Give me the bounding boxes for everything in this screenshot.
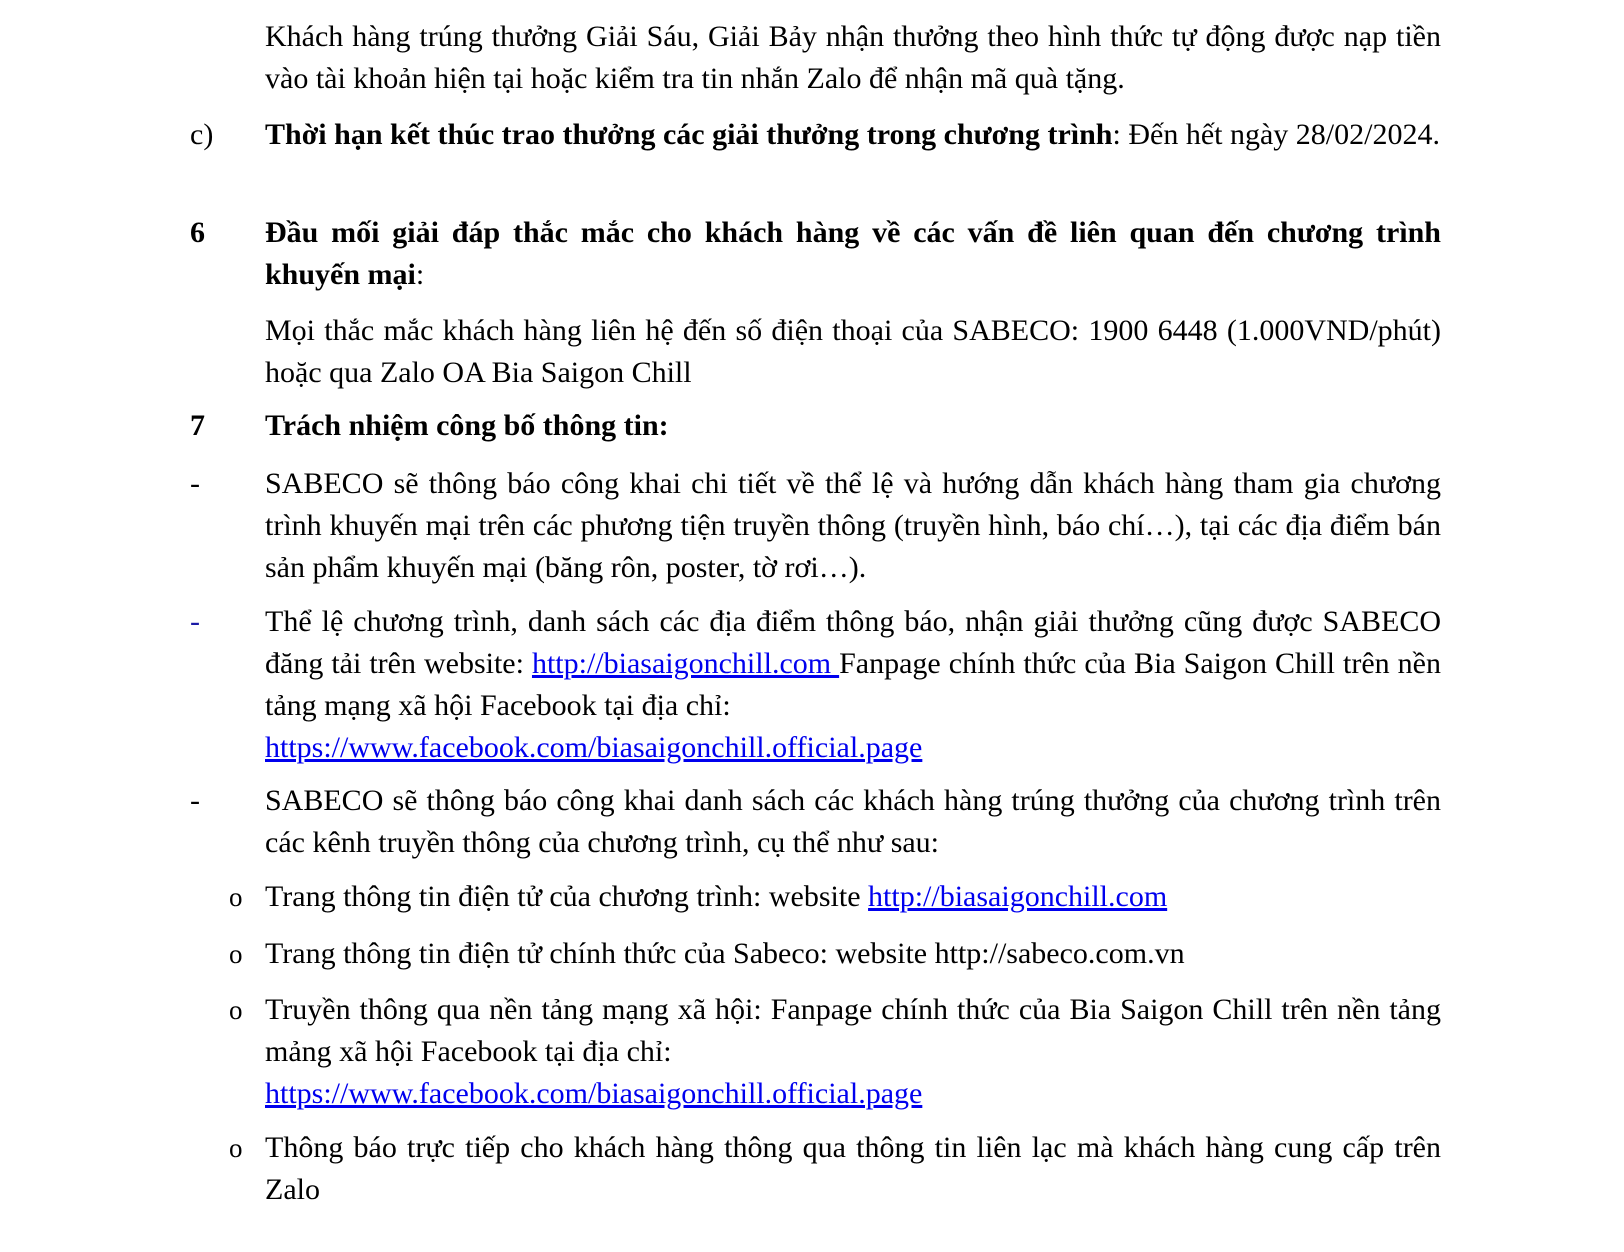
section-6-number: 6 [190,216,205,249]
sub-bullet-text [265,876,1441,918]
item-c-rest: : Đến hết ngày 28/02/2024. [1112,118,1440,151]
bullet-text [265,601,1441,769]
item-c-marker: c) [190,118,214,151]
circle-bullet-icon: o [229,882,243,912]
section-6-heading-bold: Đầu mối giải đáp thắc mắc cho khách hàng về các vấn đề liên quan đến chương trình khuyến mại [265,216,1441,291]
facebook-link[interactable]: https://www.facebook.com/biasaigonchill.official.page [265,1077,923,1110]
section-7-number: 7 [190,409,205,442]
bullet-text: SABECO sẽ thông báo công khai chi tiết về thể lệ và hướng dẫn khách hàng tham gia chương trình khuyến mại trên các phương tiện truyền thông (truyền hình, báo chí…), tại các địa điểm bán sản phẩm khuyến mại (băng rôn, poster, tờ rơi…). [265,467,1441,584]
sub-bullet-text [265,989,1441,1115]
bullet-dash: - [190,605,200,638]
sub-bullet-text: Trang thông tin điện tử chính thức của Sabeco: website http://sabeco.com.vn [265,937,1185,970]
facebook-link[interactable]: https://www.facebook.com/biasaigonchill.official.page [265,731,923,764]
circle-bullet-icon: o [229,939,243,969]
item-c-text [265,114,1441,156]
section-6-heading-text [265,212,1441,296]
paragraph-text: Khách hàng trúng thưởng Giải Sáu, Giải Bảy nhận thưởng theo hình thức tự động được nạp tiền vào tài khoản hiện tại hoặc kiểm tra tin nhắn Zalo để nhận mã quà tặng. [265,20,1441,95]
bullet-text: SABECO sẽ thông báo công khai danh sách các khách hàng trúng thưởng của chương trình trên các kênh truyền thông của chương trình, cụ thể như sau: [265,784,1441,859]
bullet-text-before: Thể lệ chương trình, danh sách các địa điểm thông báo, nhận giải thưởng cũng được SABECO đăng tải trên website: [265,605,1441,680]
section-6-heading-colon: : [415,258,425,291]
website-link[interactable]: http://biasaigonchill.com [531,647,840,680]
item-c-bold: Thời hạn kết thúc trao thưởng các giải thưởng trong chương trình [265,118,1113,151]
sub-bullet-text-before: Truyền thông qua nền tảng mạng xã hội: Fanpage chính thức của Bia Saigon Chill trên nền tảng mảng xã hội Facebook tại địa chỉ: [265,993,1441,1068]
bullet-dash: - [190,467,200,500]
bullet-text-mid: Fanpage chính thức của Bia Saigon Chill trên nền tảng mạng xã hội Facebook tại địa chỉ: [265,647,1441,722]
sub-bullet-text-before: Trang thông tin điện tử của chương trình: website [265,880,869,913]
circle-bullet-icon: o [229,995,243,1025]
sub-bullet-text: Thông báo trực tiếp cho khách hàng thông qua thông tin liên lạc mà khách hàng cung cấp trên Zalo [265,1131,1441,1206]
circle-bullet-icon: o [229,1133,243,1163]
website-link[interactable]: http://biasaigonchill.com [868,880,1168,913]
section-6-body-text: Mọi thắc mắc khách hàng liên hệ đến số điện thoại của SABECO: 1900 6448 (1.000VND/phút) hoặc qua Zalo OA Bia Saigon Chill [265,314,1441,389]
section-7-heading-text: Trách nhiệm công bố thông tin: [265,409,669,442]
bullet-dash: - [190,784,200,817]
